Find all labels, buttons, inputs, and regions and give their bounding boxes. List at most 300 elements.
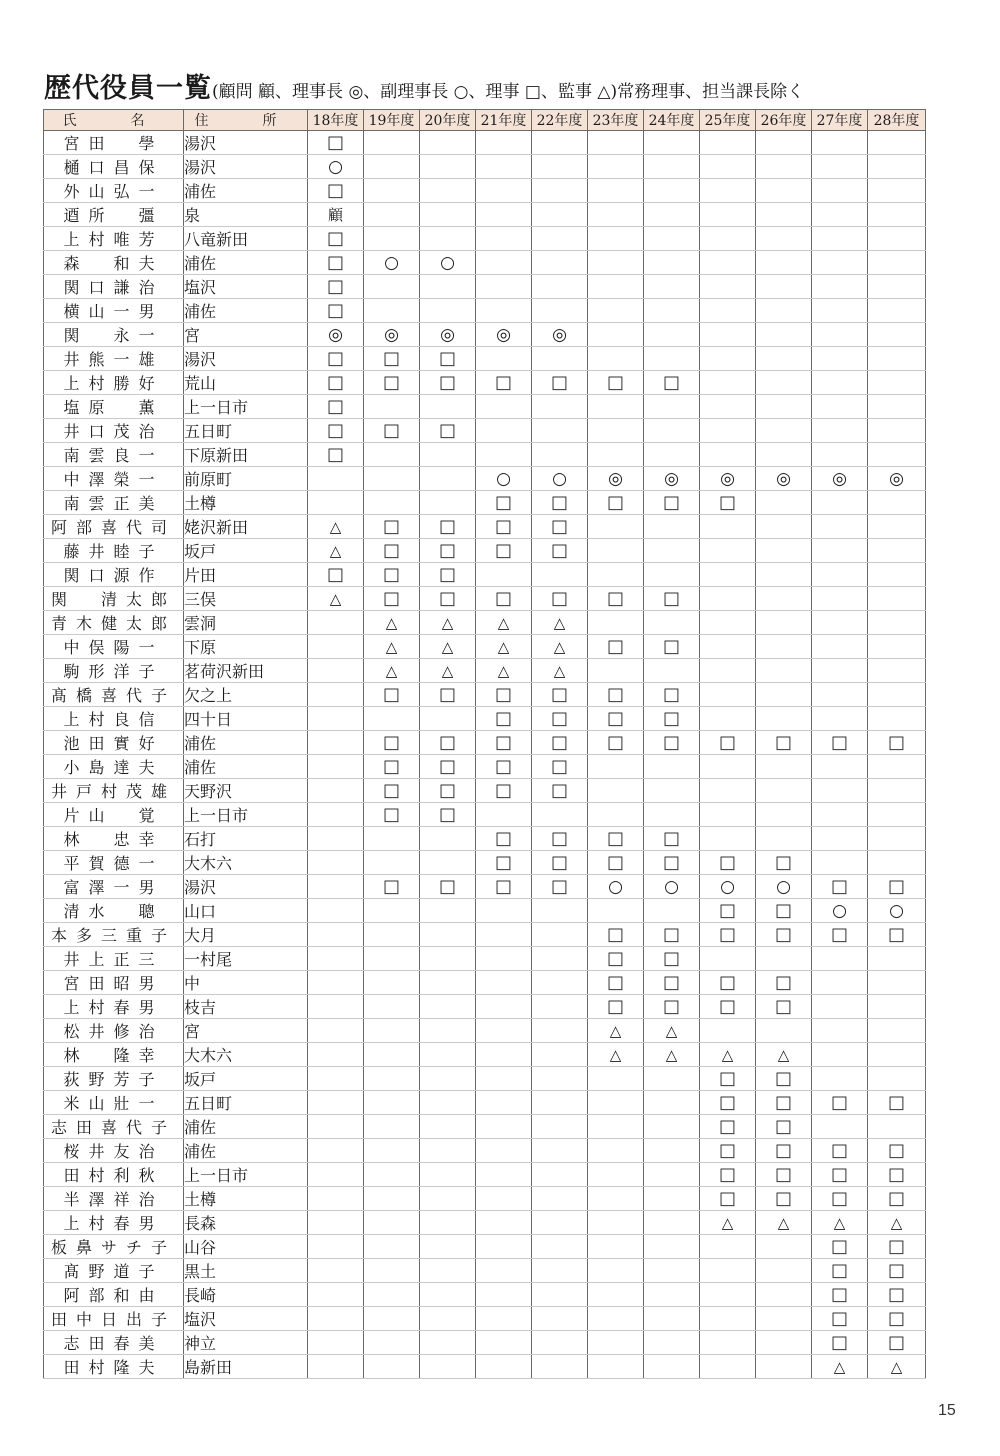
role-cell: [812, 419, 868, 443]
role-mark: □: [662, 948, 680, 969]
role-cell: [700, 1283, 756, 1307]
role-mark: □: [662, 924, 680, 945]
role-cell: [644, 611, 700, 635]
officer-name: 南雲良一: [44, 443, 184, 467]
role-cell: [644, 1187, 700, 1211]
role-cell: [756, 947, 812, 971]
role-cell: [700, 947, 756, 971]
role-mark: △: [833, 1213, 846, 1232]
role-cell: [868, 251, 926, 275]
role-mark: □: [830, 1140, 848, 1161]
officer-name: 駒形洋子: [44, 659, 184, 683]
role-mark: □: [606, 996, 624, 1017]
role-cell: [756, 659, 812, 683]
role-cell: [700, 395, 756, 419]
role-cell: [588, 1355, 644, 1379]
officer-address: 長崎: [184, 1283, 308, 1307]
role-cell: [420, 203, 476, 227]
role-cell: [420, 227, 476, 251]
role-cell: [532, 443, 588, 467]
officer-name: 米山壯一: [44, 1091, 184, 1115]
officer-name: 塩原 薫: [44, 395, 184, 419]
role-cell: [420, 275, 476, 299]
role-cell: [588, 1235, 644, 1259]
role-cell: [420, 467, 476, 491]
role-cell: [308, 683, 364, 707]
officer-address: 浦佐: [184, 755, 308, 779]
role-cell: [476, 1331, 532, 1355]
role-cell: [644, 1259, 700, 1283]
role-mark: □: [326, 252, 344, 273]
role-cell: [364, 1187, 420, 1211]
role-mark: □: [718, 1140, 736, 1161]
officer-name: 田村隆夫: [44, 1355, 184, 1379]
role-cell: [700, 995, 756, 1019]
role-cell: [308, 971, 364, 995]
role-mark: □: [887, 1164, 905, 1185]
role-cell: [420, 371, 476, 395]
role-cell: [308, 1283, 364, 1307]
role-cell: [364, 491, 420, 515]
role-cell: [756, 731, 812, 755]
role-cell: [476, 323, 532, 347]
role-cell: [420, 971, 476, 995]
role-cell: [812, 1043, 868, 1067]
role-cell: [420, 1331, 476, 1355]
role-cell: [644, 971, 700, 995]
role-mark: △: [890, 1357, 903, 1376]
role-cell: [532, 155, 588, 179]
role-mark: □: [550, 852, 568, 873]
role-mark: □: [326, 420, 344, 441]
role-cell: [588, 1307, 644, 1331]
role-cell: [756, 155, 812, 179]
role-mark: □: [718, 996, 736, 1017]
role-cell: [420, 299, 476, 323]
role-cell: [756, 899, 812, 923]
role-cell: [532, 515, 588, 539]
role-cell: [420, 515, 476, 539]
role-cell: [364, 1283, 420, 1307]
role-cell: [588, 347, 644, 371]
role-cell: [812, 731, 868, 755]
role-cell: [532, 659, 588, 683]
role-cell: [532, 827, 588, 851]
role-cell: [868, 515, 926, 539]
table-row: [44, 803, 926, 827]
role-cell: [532, 1235, 588, 1259]
role-mark: □: [774, 852, 792, 873]
role-cell: [700, 683, 756, 707]
role-cell: [700, 203, 756, 227]
role-mark: △: [553, 661, 566, 680]
role-cell: [812, 947, 868, 971]
role-cell: [588, 1067, 644, 1091]
role-cell: [420, 1211, 476, 1235]
role-mark: □: [326, 372, 344, 393]
officer-address: 湯沢: [184, 875, 308, 899]
role-cell: [364, 947, 420, 971]
officer-name: 本多三重子: [44, 923, 184, 947]
role-cell: [644, 1115, 700, 1139]
role-cell: [476, 899, 532, 923]
officer-name: 平賀德一: [44, 851, 184, 875]
role-mark: □: [326, 564, 344, 585]
role-cell: [476, 1163, 532, 1187]
role-mark: ◎: [608, 468, 623, 489]
officer-address: 前原町: [184, 467, 308, 491]
officers-table: [43, 109, 926, 1379]
table-row: [44, 947, 926, 971]
role-cell: [420, 755, 476, 779]
role-cell: [532, 1307, 588, 1331]
table-row: [44, 635, 926, 659]
role-mark: □: [774, 924, 792, 945]
role-cell: [532, 851, 588, 875]
role-mark: □: [494, 492, 512, 513]
role-cell: [868, 323, 926, 347]
officer-name: 桜井友治: [44, 1139, 184, 1163]
role-cell: [868, 611, 926, 635]
officer-address: 片田: [184, 563, 308, 587]
role-cell: [532, 1163, 588, 1187]
role-cell: [700, 491, 756, 515]
role-cell: [364, 275, 420, 299]
header-year: 21年度: [476, 110, 532, 131]
role-mark: ○: [889, 900, 904, 921]
role-mark: □: [830, 1308, 848, 1329]
role-mark: ◎: [328, 324, 343, 345]
role-cell: [700, 731, 756, 755]
role-cell: [420, 779, 476, 803]
role-cell: [308, 635, 364, 659]
officer-address: 浦佐: [184, 1115, 308, 1139]
role-cell: [812, 155, 868, 179]
role-cell: [364, 131, 420, 155]
officer-name: 井熊一雄: [44, 347, 184, 371]
role-cell: [588, 1043, 644, 1067]
table-row: [44, 467, 926, 491]
role-cell: [700, 779, 756, 803]
officer-address: 天野沢: [184, 779, 308, 803]
role-mark: □: [494, 732, 512, 753]
role-cell: [812, 227, 868, 251]
officer-address: 浦佐: [184, 1139, 308, 1163]
role-cell: [532, 923, 588, 947]
role-cell: [756, 611, 812, 635]
role-mark: □: [326, 348, 344, 369]
role-cell: [364, 1139, 420, 1163]
officer-address: 浦佐: [184, 251, 308, 275]
officer-name: 宮田昭男: [44, 971, 184, 995]
role-cell: [700, 827, 756, 851]
role-mark: □: [774, 1140, 792, 1161]
role-cell: [532, 803, 588, 827]
role-cell: [588, 1331, 644, 1355]
role-cell: [532, 275, 588, 299]
role-mark: △: [553, 613, 566, 632]
role-cell: [644, 251, 700, 275]
role-cell: [812, 899, 868, 923]
role-cell: [756, 1115, 812, 1139]
role-mark: ○: [832, 900, 847, 921]
role-cell: [364, 203, 420, 227]
officer-name: 関 永一: [44, 323, 184, 347]
role-cell: [868, 899, 926, 923]
officer-name: 青木健太郎: [44, 611, 184, 635]
table-row: [44, 851, 926, 875]
role-cell: [420, 731, 476, 755]
role-cell: [756, 1043, 812, 1067]
role-cell: [532, 1115, 588, 1139]
role-cell: [700, 1307, 756, 1331]
table-row: [44, 1259, 926, 1283]
role-cell: [756, 491, 812, 515]
role-mark: □: [382, 876, 400, 897]
role-mark: □: [774, 1092, 792, 1113]
officer-address: 石打: [184, 827, 308, 851]
role-cell: [588, 1139, 644, 1163]
officer-address: 下原: [184, 635, 308, 659]
role-cell: [700, 971, 756, 995]
role-cell: [476, 131, 532, 155]
role-cell: [532, 995, 588, 1019]
role-mark: □: [830, 732, 848, 753]
officer-name: 上村勝好: [44, 371, 184, 395]
role-mark: □: [550, 492, 568, 513]
role-mark: □: [326, 180, 344, 201]
role-cell: [588, 947, 644, 971]
role-mark: □: [718, 1164, 736, 1185]
role-cell: [588, 635, 644, 659]
role-cell: [756, 467, 812, 491]
role-cell: [476, 443, 532, 467]
role-cell: [644, 1331, 700, 1355]
role-mark: □: [830, 1236, 848, 1257]
officer-address: 五日町: [184, 1091, 308, 1115]
table-body: [44, 131, 926, 1379]
role-mark: □: [606, 948, 624, 969]
officer-name: 半澤祥治: [44, 1187, 184, 1211]
role-mark: △: [497, 661, 510, 680]
role-mark: ◎: [776, 468, 791, 489]
role-mark: □: [774, 1188, 792, 1209]
role-cell: [868, 1019, 926, 1043]
role-cell: [644, 731, 700, 755]
role-cell: [812, 1019, 868, 1043]
officer-name: 板鼻サチ子: [44, 1235, 184, 1259]
table-row: [44, 1355, 926, 1379]
table-row: [44, 347, 926, 371]
role-cell: [812, 323, 868, 347]
role-cell: [868, 1067, 926, 1091]
role-cell: [308, 827, 364, 851]
role-cell: [644, 1211, 700, 1235]
role-cell: [364, 1043, 420, 1067]
role-cell: [700, 635, 756, 659]
role-cell: [644, 659, 700, 683]
role-cell: [364, 515, 420, 539]
role-cell: [308, 467, 364, 491]
role-cell: [812, 539, 868, 563]
role-cell: [644, 179, 700, 203]
role-cell: [812, 515, 868, 539]
role-mark: ○: [608, 876, 623, 897]
role-cell: [644, 419, 700, 443]
table-row: [44, 155, 926, 179]
role-cell: [644, 851, 700, 875]
role-cell: [588, 563, 644, 587]
role-cell: [868, 395, 926, 419]
role-mark: □: [550, 588, 568, 609]
officer-name: 逎所 彊: [44, 203, 184, 227]
role-mark: ○: [552, 468, 567, 489]
role-cell: [476, 755, 532, 779]
role-cell: [644, 1067, 700, 1091]
role-cell: [644, 683, 700, 707]
role-cell: [588, 1283, 644, 1307]
role-cell: [868, 371, 926, 395]
role-cell: [868, 683, 926, 707]
officer-address: 湯沢: [184, 131, 308, 155]
role-cell: [532, 947, 588, 971]
role-cell: [812, 635, 868, 659]
role-cell: [756, 995, 812, 1019]
role-mark: △: [721, 1045, 734, 1064]
table-row: [44, 923, 926, 947]
role-cell: [756, 299, 812, 323]
role-mark: □: [438, 420, 456, 441]
role-mark: □: [550, 684, 568, 705]
role-mark: □: [662, 708, 680, 729]
role-cell: [308, 131, 364, 155]
officer-name: 富澤一男: [44, 875, 184, 899]
role-cell: [700, 707, 756, 731]
role-mark: ◎: [664, 468, 679, 489]
table-row: [44, 251, 926, 275]
role-cell: [308, 563, 364, 587]
role-cell: [868, 227, 926, 251]
role-cell: [868, 539, 926, 563]
table-row: [44, 875, 926, 899]
role-cell: [868, 1355, 926, 1379]
role-cell: [756, 875, 812, 899]
role-cell: [532, 251, 588, 275]
role-cell: [588, 323, 644, 347]
role-cell: [868, 1331, 926, 1355]
role-cell: [868, 419, 926, 443]
role-cell: [756, 203, 812, 227]
role-cell: [644, 467, 700, 491]
role-cell: [476, 1283, 532, 1307]
officer-name: 上村春男: [44, 1211, 184, 1235]
role-cell: [308, 731, 364, 755]
role-cell: [756, 971, 812, 995]
role-mark: □: [662, 996, 680, 1017]
role-cell: [308, 275, 364, 299]
role-cell: [868, 659, 926, 683]
role-cell: [756, 779, 812, 803]
role-cell: [308, 899, 364, 923]
role-cell: [364, 971, 420, 995]
role-cell: [476, 419, 532, 443]
role-cell: [308, 1043, 364, 1067]
role-cell: [308, 347, 364, 371]
role-mark: △: [553, 637, 566, 656]
role-cell: [420, 1259, 476, 1283]
role-cell: [420, 707, 476, 731]
role-cell: [476, 611, 532, 635]
role-cell: [588, 299, 644, 323]
role-cell: [756, 539, 812, 563]
role-mark: □: [662, 636, 680, 657]
officer-address: 坂戸: [184, 539, 308, 563]
role-cell: [588, 683, 644, 707]
role-mark: □: [606, 684, 624, 705]
role-cell: [868, 155, 926, 179]
title-main: 歴代役員一覧: [44, 73, 212, 102]
header-year: 26年度: [756, 110, 812, 131]
role-cell: [756, 1355, 812, 1379]
role-cell: [700, 323, 756, 347]
role-cell: [308, 251, 364, 275]
role-mark: □: [494, 828, 512, 849]
role-cell: [868, 1235, 926, 1259]
role-cell: [700, 179, 756, 203]
role-cell: [756, 1139, 812, 1163]
role-cell: [364, 1331, 420, 1355]
role-cell: [476, 299, 532, 323]
officer-address: 大月: [184, 923, 308, 947]
role-cell: [756, 1307, 812, 1331]
role-cell: [588, 611, 644, 635]
role-cell: [308, 1139, 364, 1163]
role-mark: □: [326, 444, 344, 465]
role-cell: [756, 1283, 812, 1307]
role-cell: [532, 1091, 588, 1115]
role-cell: [420, 683, 476, 707]
role-cell: [868, 299, 926, 323]
role-cell: [308, 611, 364, 635]
role-mark: □: [774, 732, 792, 753]
role-mark: □: [438, 732, 456, 753]
role-cell: [588, 203, 644, 227]
role-cell: [308, 155, 364, 179]
role-cell: [868, 1091, 926, 1115]
role-cell: [420, 443, 476, 467]
role-cell: [588, 419, 644, 443]
role-cell: [700, 1163, 756, 1187]
officer-name: 井戸村茂雄: [44, 779, 184, 803]
role-cell: [364, 899, 420, 923]
role-mark: □: [606, 708, 624, 729]
role-cell: [588, 923, 644, 947]
role-cell: [644, 1307, 700, 1331]
officer-name: 清水 聰: [44, 899, 184, 923]
role-mark: △: [329, 541, 342, 560]
role-cell: [476, 1043, 532, 1067]
header-year: 27年度: [812, 110, 868, 131]
role-cell: [364, 1307, 420, 1331]
role-cell: [868, 731, 926, 755]
header-year: 28年度: [868, 110, 926, 131]
officer-name: 阿部喜代司: [44, 515, 184, 539]
officer-address: 三俣: [184, 587, 308, 611]
role-cell: [532, 347, 588, 371]
role-cell: [364, 443, 420, 467]
officer-address: 上一日市: [184, 803, 308, 827]
officer-address: 大木六: [184, 1043, 308, 1067]
